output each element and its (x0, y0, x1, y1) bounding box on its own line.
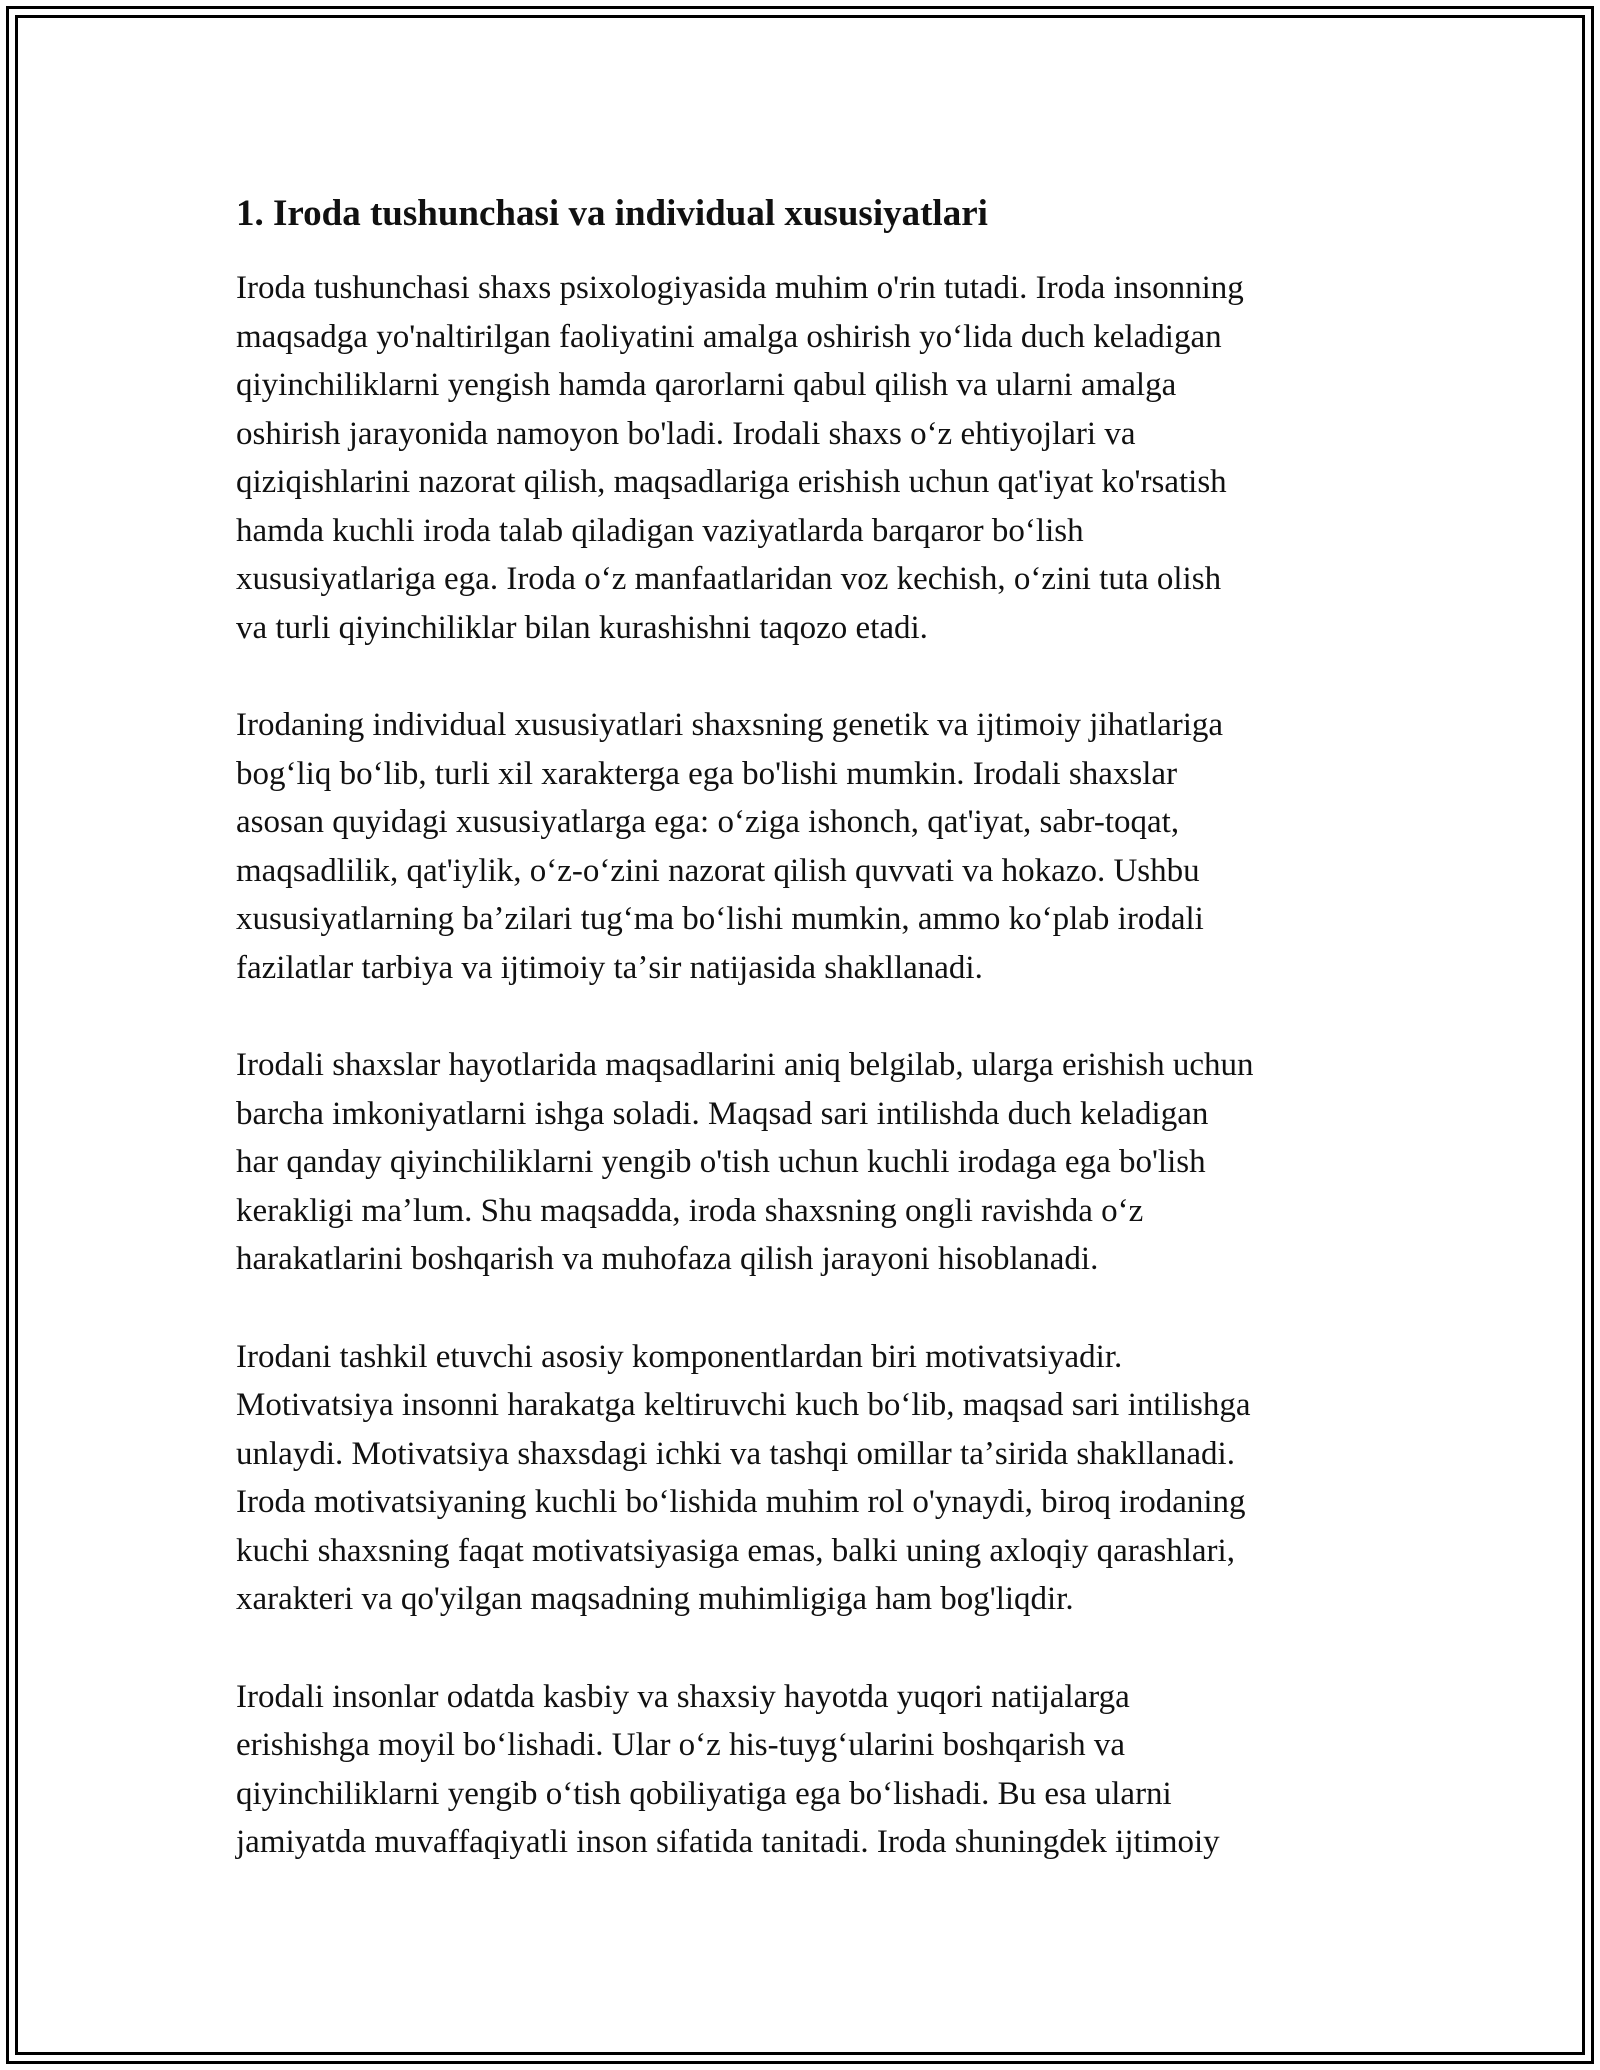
paragraph-line: harakatlarini boshqarish va muhofaza qilish jarayoni hisoblanadi. (236, 1241, 1099, 1277)
paragraph-line: Iroda motivatsiyaning kuchli boʻlishida muhim rol o'ynaydi, biroq irodaning (236, 1484, 1246, 1520)
paragraph-line: erishishga moyil boʻlishadi. Ular oʻz his-tuygʻularini boshqarish va (236, 1727, 1126, 1763)
paragraph-line: Irodali shaxslar hayotlarida maqsadlarini aniq belgilab, ularga erishish uchun (236, 1047, 1254, 1083)
paragraph-line: asosan quyidagi xususiyatlarga ega: oʻziga ishonch, qat'iyat, sabr-toqat, (236, 804, 1180, 840)
paragraph-line: har qanday qiyinchiliklarni yengib o'tish uchun kuchli irodaga ega bo'lish (236, 1144, 1206, 1180)
paragraph-line: fazilatlar tarbiya va ijtimoiy taʼsir natijasida shakllanadi. (236, 949, 983, 986)
paragraph-line: barcha imkoniyatlarni ishga soladi. Maqsad sari intilishda duch keladigan (236, 1095, 1209, 1132)
paragraph (236, 264, 1376, 652)
paragraph-line: xarakteri va qo'yilgan maqsadning muhimligiga ham bog'liqdir. (236, 1581, 1074, 1617)
paragraph-list (236, 264, 1376, 1867)
paragraph (236, 1333, 1376, 1624)
paragraph-line: qiyinchiliklarni yengish hamda qarorlarni qabul qilish va ularni amalga (236, 367, 1177, 403)
document-body (236, 188, 1376, 1916)
paragraph-line: Irodali insonlar odatda kasbiy va shaxsiy hayotda yuqori natijalarga (236, 1678, 1130, 1715)
paragraph-line: bogʻliq boʻlib, turli xil xarakterga ega bo'lishi mumkin. Irodali shaxslar (236, 755, 1178, 792)
paragraph-line: unlaydi. Motivatsiya shaxsdagi ichki va tashqi omillar taʼsirida shakllanadi. (236, 1435, 1235, 1472)
paragraph (236, 1041, 1376, 1284)
paragraph-line: hamda kuchli iroda talab qiladigan vaziyatlarda barqaror boʻlish (236, 512, 1084, 549)
paragraph-line: xususiyatlarning baʼzilari tugʻma boʻlishi mumkin, ammo koʻplab irodali (236, 901, 1204, 937)
paragraph-line: va turli qiyinchiliklar bilan kurashishni taqozo etadi. (236, 609, 928, 646)
paragraph-line: Irodaning individual xususiyatlari shaxsning genetik va ijtimoiy jihatlariga (236, 707, 1224, 743)
paragraph (236, 701, 1376, 992)
paragraph-line: qiyinchiliklarni yengib oʻtish qobiliyatiga ega boʻlishadi. Bu esa ularni (236, 1775, 1172, 1812)
paragraph-line: Motivatsiya insonni harakatga keltiruvchi kuch boʻlib, maqsad sari intilishga (236, 1387, 1251, 1423)
paragraph-line: maqsadga yo'naltirilgan faoliyatini amalga oshirish yoʻlida duch keladigan (236, 318, 1222, 355)
section-heading: 1. Iroda tushunchasi va individual xususiyatlari (236, 193, 988, 234)
paragraph-line: oshirish jarayonida namoyon bo'ladi. Irodali shaxs oʻz ehtiyojlari va (236, 415, 1136, 452)
paragraph-line: maqsadlilik, qat'iylik, oʻz-oʻzini nazorat qilish quvvati va hokazo. Ushbu (236, 852, 1200, 889)
paragraph-line: Iroda tushunchasi shaxs psixologiyasida muhim o'rin tutadi. Iroda insonning (236, 270, 1244, 306)
paragraph (236, 1673, 1376, 1867)
paragraph-line: kerakligi maʼlum. Shu maqsadda, iroda shaxsning ongli ravishda oʻz (236, 1192, 1144, 1229)
paragraph-line: qiziqishlarini nazorat qilish, maqsadlariga erishish uchun qat'iyat ko'rsatish (236, 464, 1227, 500)
paragraph-line: xususiyatlariga ega. Iroda oʻz manfaatlaridan voz kechish, oʻzini tuta olish (236, 561, 1222, 597)
paragraph-line: Irodani tashkil etuvchi asosiy komponentlardan biri motivatsiyadir. (236, 1338, 1123, 1375)
paragraph-line: kuchi shaxsning faqat motivatsiyasiga emas, balki uning axloqiy qarashlari, (236, 1532, 1235, 1569)
paragraph-line: jamiyatda muvaffaqiyatli inson sifatida tanitadi. Iroda shuningdek ijtimoiy (236, 1824, 1220, 1860)
